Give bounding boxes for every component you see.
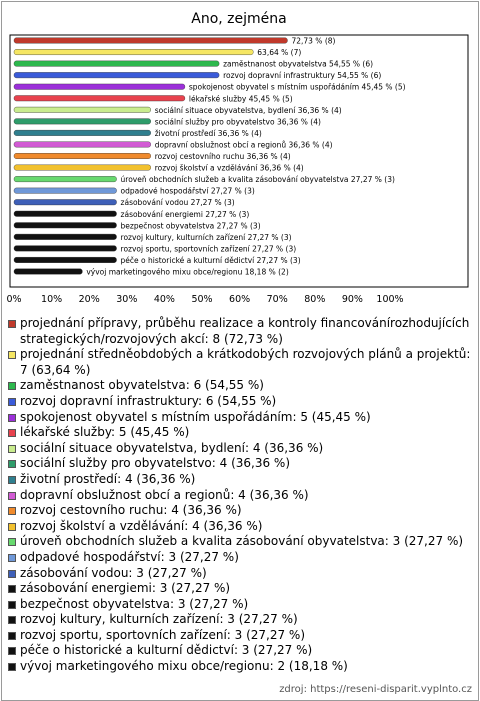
x-tick-label-10: 100% <box>376 294 404 305</box>
bar-label-18: rozvoj sportu, sportovních zařízení 27,27 % (3) <box>120 244 297 254</box>
bar-19 <box>14 257 117 263</box>
legend-text-16: bezpečnost obyvatelstva: 3 (27,27 %) <box>20 596 249 611</box>
source-credit: zdroj: https://reseni-disparit.vyplnto.cz <box>279 684 472 695</box>
legend-swatch-8 <box>8 476 16 484</box>
legend-item-7 <box>8 456 474 472</box>
legend-swatch-18 <box>8 632 16 640</box>
bar-label-13: odpadové hospodářství 27,27 % (3) <box>120 186 255 196</box>
legend-text-10: rozvoj cestovního ruchu: 4 (36,36 %) <box>20 503 242 518</box>
legend-text-2: zaměstnanost obyvatelstva: 6 (54,55 %) <box>20 378 264 393</box>
x-tick-label-5: 50% <box>191 294 213 305</box>
bar-label-11: rozvoj školství a vzdělávání 36,36 % (4) <box>154 163 304 173</box>
legend-swatch-17 <box>8 616 16 624</box>
bar-label-16: bezpečnost obyvatelstva 27,27 % (3) <box>120 221 261 231</box>
legend-swatch-4 <box>8 414 16 422</box>
legend <box>8 316 474 675</box>
legend-text-17: rozvoj kultury, kulturních zařízení: 3 (27,27 %) <box>20 612 298 627</box>
legend-text-15: zásobování energiemi: 3 (27,27 %) <box>20 581 231 596</box>
legend-item-5 <box>8 425 474 441</box>
legend-swatch-9 <box>8 492 16 500</box>
legend-item-8 <box>8 472 474 488</box>
bar-label-0: 72,73 % (8) <box>291 36 336 46</box>
legend-item-11 <box>8 519 474 535</box>
legend-swatch-16 <box>8 601 16 609</box>
legend-item-12 <box>8 534 474 550</box>
bar-18 <box>14 246 117 252</box>
legend-text-6: sociální situace obyvatelstva, bydlení: 4 (36,36 %) <box>20 440 324 455</box>
bar-14 <box>14 199 117 205</box>
legend-text-0: projednání přípravy, průběhu realizace a kontroly financovánírozhodujících strategických/rozvojových akcí: 8 (72,73 %) <box>20 316 470 346</box>
bar-label-7: sociální služby pro obyvatelstvo 36,36 % (4) <box>154 117 321 127</box>
bar-4 <box>14 84 185 90</box>
bar-16 <box>14 223 117 229</box>
x-tick-label-7: 70% <box>266 294 288 305</box>
bar-chart <box>0 0 480 310</box>
x-tick-label-9: 90% <box>341 294 363 305</box>
x-tick-label-1: 10% <box>41 294 63 305</box>
bar-1 <box>14 49 253 55</box>
legend-text-5: lékařské služby: 5 (45,45 %) <box>20 425 190 440</box>
bar-label-17: rozvoj kultury, kulturních zařízení 27,27 % (3) <box>120 232 292 242</box>
legend-item-3 <box>8 394 474 410</box>
legend-swatch-1 <box>8 351 16 359</box>
bar-label-2: zaměstnanost obyvatelstva 54,55 % (6) <box>223 59 374 69</box>
bar-5 <box>14 96 185 102</box>
chart-title: Ano, zejména <box>191 11 287 27</box>
legend-swatch-14 <box>8 570 16 578</box>
legend-swatch-2 <box>8 382 16 390</box>
legend-swatch-11 <box>8 523 16 531</box>
legend-item-0 <box>8 316 474 347</box>
legend-item-20 <box>8 659 474 675</box>
bar-3 <box>14 72 219 78</box>
legend-item-19 <box>8 643 474 659</box>
bar-label-1: 63,64 % (7) <box>257 48 302 58</box>
legend-text-7: sociální služby pro obyvatelstvo: 4 (36,36 %) <box>20 456 291 471</box>
bar-2 <box>14 61 219 67</box>
bar-label-3: rozvoj dopravní infrastruktury 54,55 % (6) <box>223 71 382 81</box>
legend-text-3: rozvoj dopravní infrastruktury: 6 (54,55 %) <box>20 393 277 408</box>
legend-item-2 <box>8 378 474 394</box>
x-tick-label-3: 30% <box>116 294 138 305</box>
bar-label-19: péče o historické a kulturní dědictví 27,27 % (3) <box>120 255 301 265</box>
legend-item-10 <box>8 503 474 519</box>
bar-label-9: dopravní obslužnost obcí a regionů 36,36 % (4) <box>154 140 333 150</box>
legend-swatch-20 <box>8 663 16 671</box>
bar-label-12: úroveň obchodních služeb a kvalita zásobování obyvatelstva 27,27 % (3) <box>120 175 395 185</box>
bar-label-20: vývoj marketingového mixu obce/regionu 18,18 % (2) <box>86 267 289 277</box>
legend-text-19: péče o historické a kulturní dědictví: 3 (27,27 %) <box>20 643 313 658</box>
legend-swatch-7 <box>8 460 16 468</box>
bar-label-10: rozvoj cestovního ruchu 36,36 % (4) <box>154 152 291 161</box>
legend-swatch-5 <box>8 429 16 437</box>
x-tick-label-4: 40% <box>153 294 175 305</box>
legend-item-4 <box>8 410 474 426</box>
legend-text-11: rozvoj školství a vzdělávání: 4 (36,36 %) <box>20 518 263 533</box>
x-tick-label-2: 20% <box>78 294 100 305</box>
legend-swatch-3 <box>8 398 16 406</box>
legend-swatch-0 <box>8 320 16 328</box>
bar-8 <box>14 130 151 136</box>
bar-17 <box>14 234 117 240</box>
legend-text-12: úroveň obchodních služeb a kvalita zásobování obyvatelstva: 3 (27,27 %) <box>20 534 464 549</box>
legend-item-13 <box>8 550 474 566</box>
bar-6 <box>14 107 151 113</box>
legend-swatch-6 <box>8 445 16 453</box>
bar-label-14: zásobování vodou 27,27 % (3) <box>120 198 235 208</box>
legend-swatch-15 <box>8 585 16 593</box>
legend-item-17 <box>8 612 474 628</box>
legend-item-6 <box>8 441 474 457</box>
legend-item-15 <box>8 581 474 597</box>
x-tick-label-6: 60% <box>229 294 251 305</box>
legend-item-9 <box>8 488 474 504</box>
bar-7 <box>14 119 151 125</box>
bar-label-15: zásobování energiemi 27,27 % (3) <box>120 209 250 219</box>
legend-text-14: zásobování vodou: 3 (27,27 %) <box>20 565 207 580</box>
legend-swatch-19 <box>8 647 16 655</box>
legend-item-14 <box>8 566 474 582</box>
bar-13 <box>14 188 117 194</box>
legend-swatch-12 <box>8 538 16 546</box>
bar-10 <box>14 153 151 159</box>
legend-swatch-13 <box>8 554 16 562</box>
bar-15 <box>14 211 117 217</box>
legend-text-18: rozvoj sportu, sportovních zařízení: 3 (27,27 %) <box>20 627 306 642</box>
x-tick-label-8: 80% <box>304 294 326 305</box>
bar-12 <box>14 176 117 182</box>
legend-text-13: odpadové hospodářství: 3 (27,27 %) <box>20 549 239 564</box>
bar-20 <box>14 269 82 275</box>
bar-label-5: lékařské služby 45,45 % (5) <box>188 94 293 104</box>
x-tick-label-0: 0% <box>6 294 22 305</box>
legend-text-4: spokojenost obyvatel s místním uspořádáním: 5 (45,45 %) <box>20 409 371 424</box>
bar-label-6: sociální situace obyvatelstva, bydlení 36,36 % (4) <box>154 105 342 115</box>
legend-text-1: projednání středněobdobých a krátkodobých rozvojových plánů a projektů: 7 (63,64 %) <box>20 347 471 377</box>
bar-11 <box>14 165 151 171</box>
bar-0 <box>14 38 287 44</box>
legend-swatch-10 <box>8 507 16 515</box>
bar-label-8: životní prostředí 36,36 % (4) <box>154 128 262 138</box>
legend-item-16 <box>8 597 474 613</box>
legend-text-9: dopravní obslužnost obcí a regionů: 4 (36,36 %) <box>20 487 309 502</box>
bar-label-4: spokojenost obyvatel s místním uspořádáním 45,45 % (5) <box>188 82 406 92</box>
legend-item-1 <box>8 347 474 378</box>
legend-text-8: životní prostředí: 4 (36,36 %) <box>20 471 196 486</box>
legend-item-18 <box>8 628 474 644</box>
legend-text-20: vývoj marketingového mixu obce/regionu: 2 (18,18 %) <box>20 659 348 674</box>
bar-9 <box>14 142 151 148</box>
